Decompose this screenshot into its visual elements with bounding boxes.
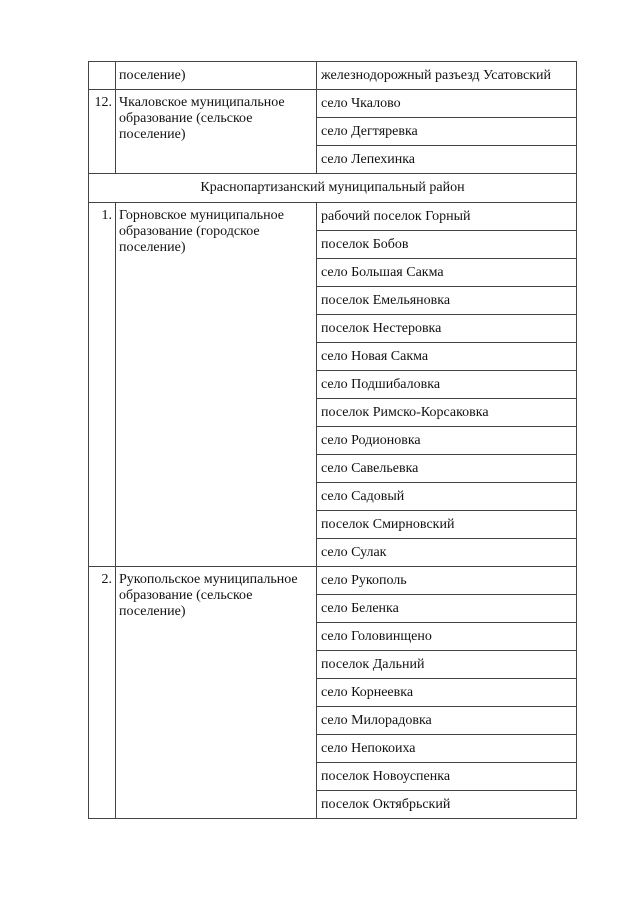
row-number: 1. (89, 203, 116, 567)
settlement-name: село Сулак (317, 539, 577, 567)
table-row (89, 90, 577, 118)
municipality-name: Рукопольское муниципальное образование (сельское поселение) (116, 567, 317, 819)
settlement-name: село Чкалово (317, 90, 577, 118)
settlement-name: поселок Нестеровка (317, 315, 577, 343)
settlement-name: поселок Бобов (317, 231, 577, 259)
table-row (89, 203, 577, 231)
settlement-name: поселок Новоуспенка (317, 763, 577, 791)
table-row (89, 62, 577, 90)
settlement-name: село Дегтяревка (317, 118, 577, 146)
row-number: 12. (89, 90, 116, 174)
settlement-name: село Большая Сакма (317, 259, 577, 287)
settlement-name: село Садовый (317, 483, 577, 511)
settlement-name: село Корнеевка (317, 679, 577, 707)
settlement-name: поселок Октябрьский (317, 791, 577, 819)
settlement-name: поселок Смирновский (317, 511, 577, 539)
settlement-name: село Подшибаловка (317, 371, 577, 399)
settlement-name: поселок Емельяновка (317, 287, 577, 315)
row-number: 2. (89, 567, 116, 819)
settlement-name: село Родионовка (317, 427, 577, 455)
settlement-name: село Савельевка (317, 455, 577, 483)
settlement-name: рабочий поселок Горный (317, 203, 577, 231)
settlement-name: село Головинщено (317, 623, 577, 651)
settlement-name: село Лепехинка (317, 146, 577, 174)
row-number (89, 62, 116, 90)
settlement-name: поселок Дальний (317, 651, 577, 679)
settlement-name: село Непокоиха (317, 735, 577, 763)
settlement-name: село Новая Сакма (317, 343, 577, 371)
settlement-name: железнодорожный разъезд Усатовский (317, 62, 577, 90)
settlement-name: село Рукополь (317, 567, 577, 595)
settlement-name: село Беленка (317, 595, 577, 623)
district-title: Краснопартизанский муниципальный район (89, 174, 577, 203)
settlements-table (88, 61, 577, 819)
municipality-name: Чкаловское муниципальное образование (сельское поселение) (116, 90, 317, 174)
document-page (88, 61, 576, 819)
district-row (89, 174, 577, 203)
settlement-name: поселок Римско-Корсаковка (317, 399, 577, 427)
municipality-name: Горновское муниципальное образование (городское поселение) (116, 203, 317, 567)
settlement-name: село Милорадовка (317, 707, 577, 735)
municipality-name: поселение) (116, 62, 317, 90)
table-row (89, 567, 577, 595)
